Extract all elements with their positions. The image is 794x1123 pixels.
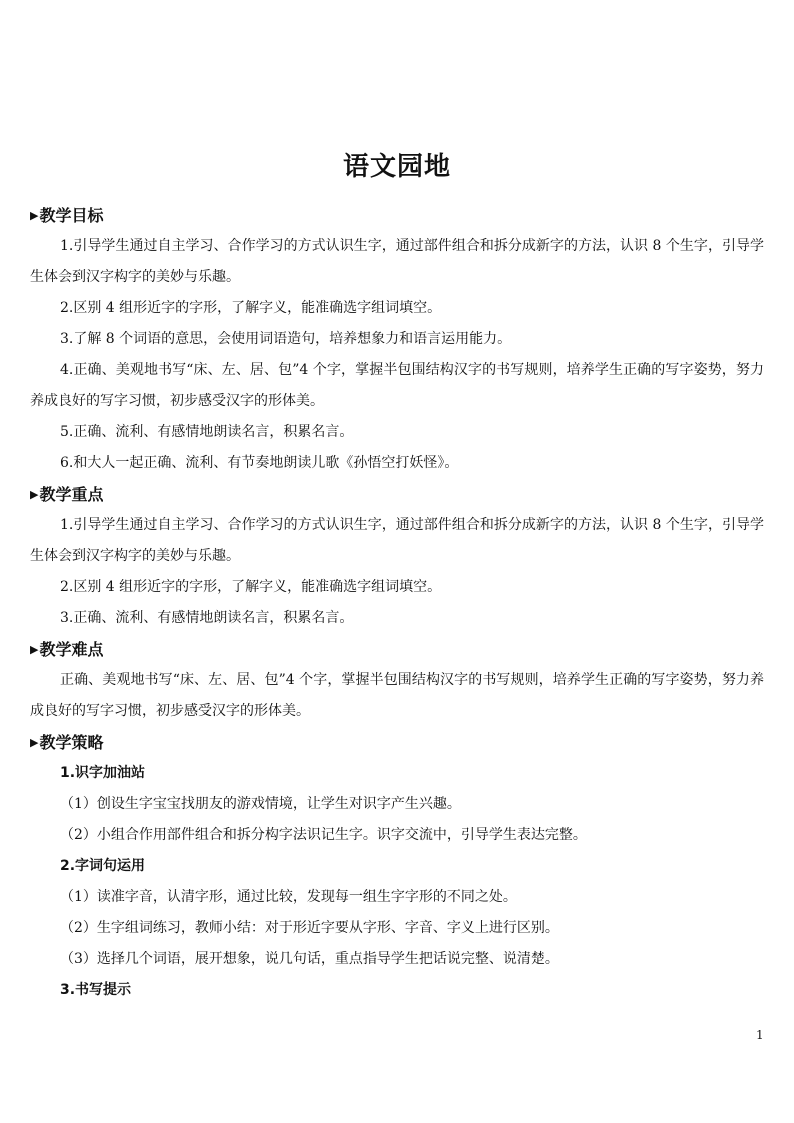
strategy-subheading: 1.识字加油站 (60, 765, 146, 781)
triangle-bullet-icon: ▶ (30, 209, 39, 222)
strategy-subheading: 3.书写提示 (60, 982, 132, 998)
section-heading-strategies: ▶教学策略 (30, 733, 104, 752)
triangle-bullet-icon: ▶ (30, 736, 39, 749)
strategy-subheading: 2.字词句运用 (60, 858, 146, 874)
strategy-item: （2）生字组词练习，教师小结：对于形近字要从字形、字音、字义上进行区别。 (60, 920, 559, 936)
page-title: 语文园地 (342, 152, 451, 182)
goal-item: 3.了解 8 个词语的意思，会使用词语造句，培养想象力和语言运用能力。 (60, 331, 512, 347)
goal-item: 5.正确、流利、有感情地朗读名言，积累名言。 (60, 424, 354, 440)
document-body (30, 200, 764, 1006)
page-number: 1 (756, 1028, 764, 1042)
section-heading-difficulties: ▶教学难点 (30, 640, 104, 659)
goal-item: 1.引导学生通过自主学习、合作学习的方式认识生字，通过部件组合和拆分成新字的方法，认识 8 个生字，引导学生体会到汉字构字的美妙与乐趣。 (30, 238, 764, 285)
difficulty-text: 正确、美观地书写“床、左、居、包”4 个字，掌握半包围结构汉字的书写规则，培养学生正确的写字姿势，努力养成良好的写字习惯，初步感受汉字的形体美。 (30, 672, 764, 719)
goal-item: 4.正确、美观地书写“床、左、居、包”4 个字，掌握半包围结构汉字的书写规则，培养学生正确的写字姿势，努力养成良好的写字习惯，初步感受汉字的形体美。 (30, 362, 764, 409)
triangle-bullet-icon: ▶ (30, 488, 39, 501)
strategy-item: （1）创设生字宝宝找朋友的游戏情境，让学生对识字产生兴趣。 (60, 796, 461, 812)
key-point-item: 1.引导学生通过自主学习、合作学习的方式认识生字，通过部件组合和拆分成新字的方法，认识 8 个生字，引导学生体会到汉字构字的美妙与乐趣。 (30, 517, 764, 564)
strategy-item: （1）读准字音，认清字形，通过比较，发现每一组生字字形的不同之处。 (60, 889, 517, 905)
key-point-item: 3.正确、流利、有感情地朗读名言，积累名言。 (60, 610, 354, 626)
strategy-item: （3）选择几个词语，展开想象，说几句话，重点指导学生把话说完整、说清楚。 (60, 951, 559, 967)
goal-item: 2.区别 4 组形近字的字形，了解字义，能准确选字组词填空。 (60, 300, 442, 316)
section-heading-key-points: ▶教学重点 (30, 485, 104, 504)
key-point-item: 2.区别 4 组形近字的字形，了解字义，能准确选字组词填空。 (60, 579, 442, 595)
section-heading-goals: ▶教学目标 (30, 206, 104, 225)
strategy-item: （2）小组合作用部件组合和拆分构字法识记生字。识字交流中，引导学生表达完整。 (60, 827, 587, 843)
goal-item: 6.和大人一起正确、流利、有节奏地朗读儿歌《孙悟空打妖怪》。 (60, 455, 459, 471)
triangle-bullet-icon: ▶ (30, 643, 39, 656)
